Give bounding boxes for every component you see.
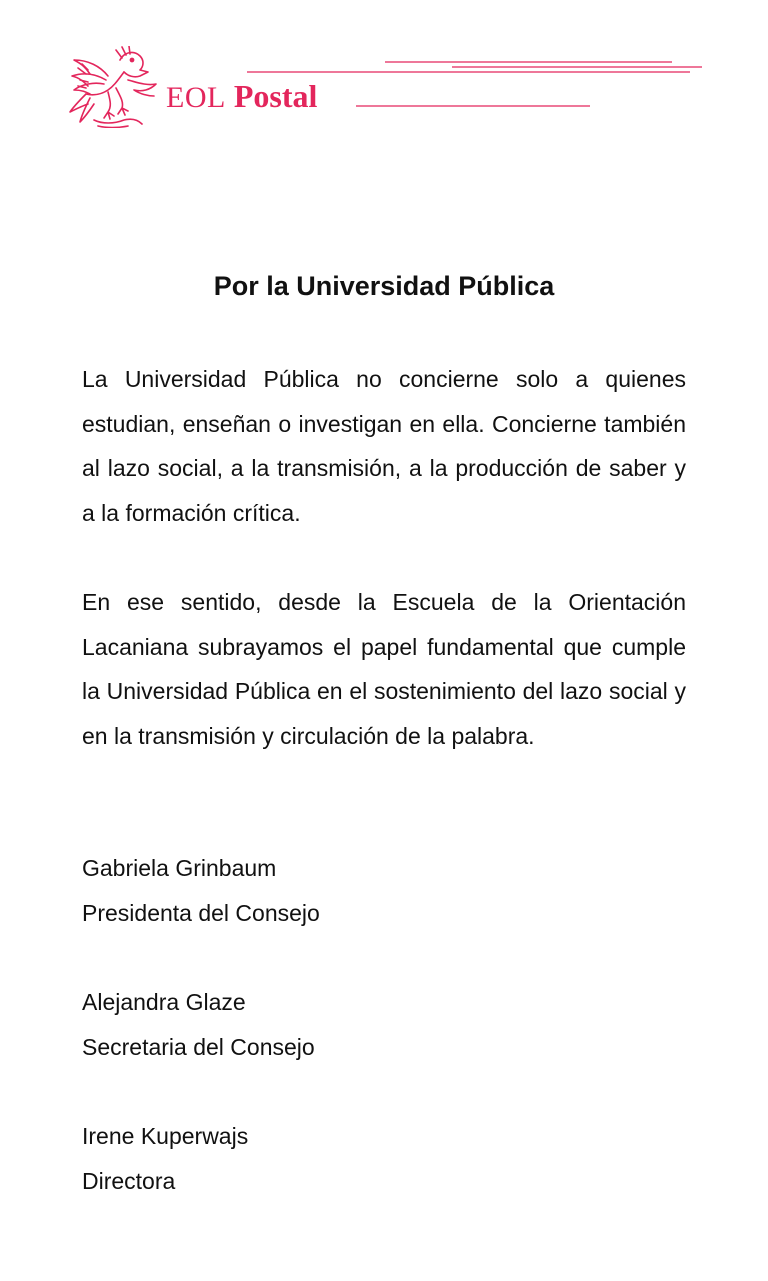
- signatory-name: Irene Kuperwajs: [82, 1123, 249, 1149]
- griffin-eagle-logo-icon: [68, 46, 160, 128]
- brand-postal-text: Postal: [233, 78, 318, 114]
- paragraph-2: En ese sentido, desde la Escuela de la Orientación Lacaniana subrayamos el papel fundamental que cumple la Universidad Pública en el sostenimiento del lazo social y en la transmisión y circulación de la palabra.: [82, 589, 686, 749]
- document-title: Por la Universidad Pública: [213, 271, 555, 301]
- signature-block-2: [82, 980, 582, 1069]
- signature-block-3: [82, 1114, 582, 1203]
- signatory-name: Alejandra Glaze: [82, 989, 246, 1015]
- signature-block-1: [82, 846, 582, 935]
- signatory-role: Presidenta del Consejo: [82, 899, 320, 926]
- header: [0, 0, 768, 140]
- signatory-name: Gabriela Grinbaum: [82, 855, 277, 881]
- brand-wordmark: [166, 78, 317, 114]
- brand-eol-text: EOL: [166, 81, 226, 114]
- signatory-role: Directora: [82, 1167, 176, 1194]
- signatory-role: Secretaria del Consejo: [82, 1033, 315, 1060]
- paragraph-1: La Universidad Pública no concierne solo a quienes estudian, enseñan o investigan en ella. Concierne también al lazo social, a la transmisión, a la producción de saber y a la formación crítica.: [82, 366, 686, 526]
